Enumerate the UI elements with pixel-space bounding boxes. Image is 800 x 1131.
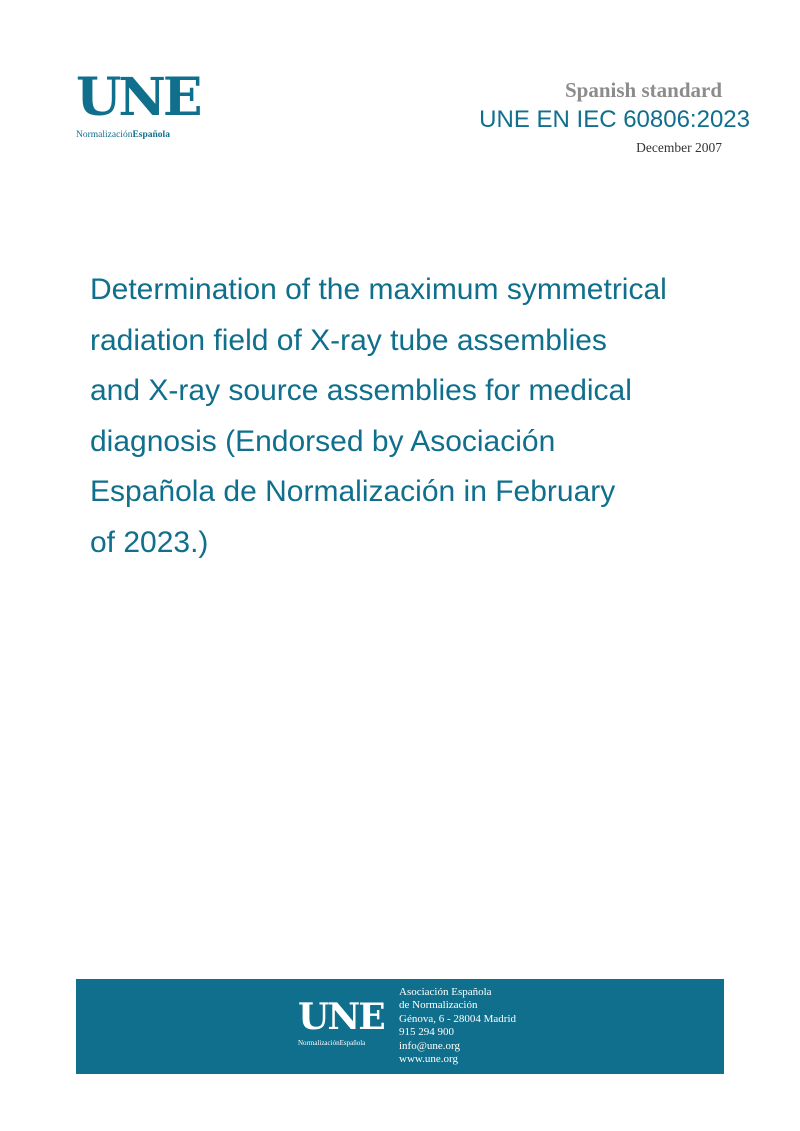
- une-logo-tagline: [76, 130, 192, 140]
- title-line: Española de Normalización in February: [90, 475, 616, 508]
- footer-banner: [76, 979, 724, 1074]
- standard-code: UNE EN IEC 60806:2023: [479, 106, 750, 133]
- footer-logo-mark: UNE: [298, 996, 384, 1038]
- une-logo-mark: UNE: [76, 67, 200, 128]
- website-url: www.une.org: [399, 1053, 458, 1066]
- footer-logo-tagline: [298, 1039, 388, 1047]
- title-line: of 2023.): [90, 525, 209, 559]
- title-line: Determination of the maximum symmetrical: [90, 273, 667, 306]
- address-line: de Normalización: [399, 999, 478, 1012]
- title-line: diagnosis (Endorsed by Asociación: [90, 424, 556, 458]
- address-line: Asociación Española: [399, 986, 492, 998]
- footer-tagline-part-b: Española: [339, 1039, 366, 1047]
- phone-number: 915 294 900: [399, 1026, 454, 1039]
- footer-tagline-part-a: Normalización: [298, 1039, 340, 1047]
- standard-date: December 2007: [636, 140, 722, 155]
- standard-label: Spanish standard: [565, 78, 722, 102]
- une-logo: [76, 67, 200, 142]
- title-line: and X-ray source assemblies for medical: [90, 374, 632, 407]
- footer-une-logo: [298, 996, 388, 1047]
- title-line: radiation field of X-ray tube assemblies: [90, 323, 607, 357]
- tagline-part-b: Española: [132, 130, 170, 140]
- standard-header: [384, 76, 750, 157]
- tagline-part-a: Normalización: [76, 130, 133, 140]
- footer-address: [399, 986, 516, 1066]
- document-title: [90, 265, 750, 568]
- email-address: info@une.org: [399, 1039, 460, 1052]
- address-line: Génova, 6 - 28004 Madrid: [399, 1012, 517, 1025]
